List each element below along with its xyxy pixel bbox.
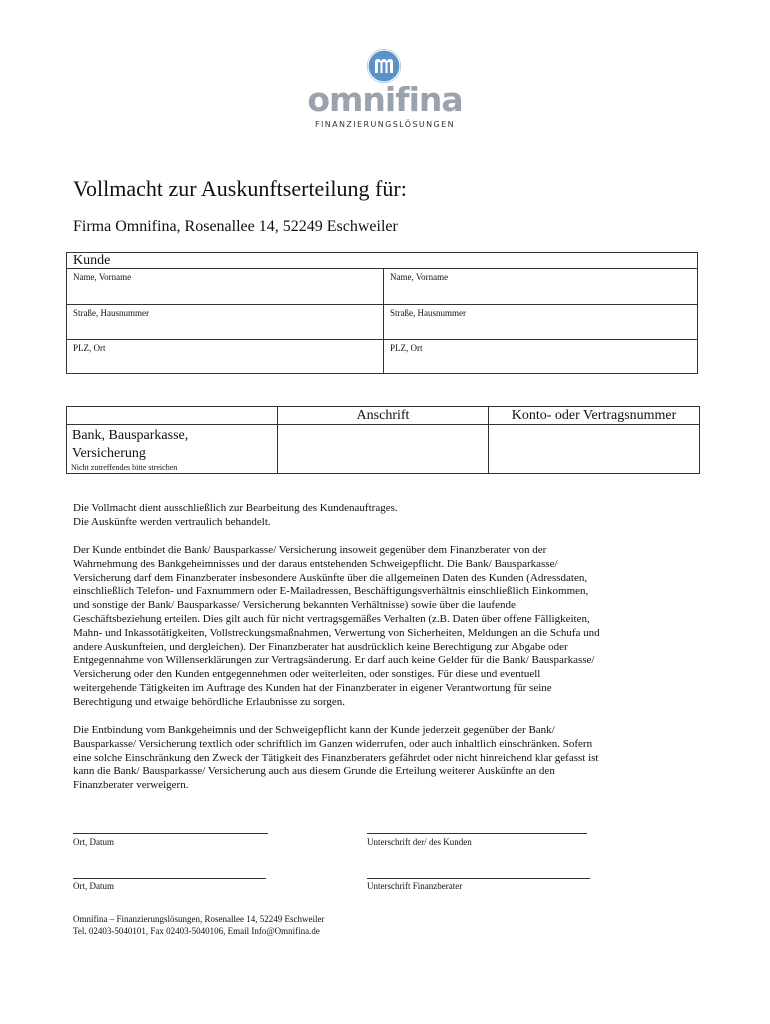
field-label: Name, Vorname bbox=[73, 272, 132, 282]
text-line: andere Auskunfteien, und dergleichen). Der Finanzberater hat ausdrücklich keine Berechtigung zur Abgabe oder bbox=[73, 640, 568, 653]
customer-table-heading: Kunde bbox=[67, 253, 697, 269]
text-line: Der Kunde entbindet die Bank/ Bausparkasse/ Versicherung insoweit gegenüber dem Finanzberater von der bbox=[73, 544, 547, 556]
text-line: Versicherung oder den Kunden entgegennehmen oder weiterleiten, oder sonstiges. Für diese und eventuell bbox=[73, 668, 541, 681]
intro-line: Die Auskünfte werden vertraulich behandelt. bbox=[73, 515, 271, 528]
text-line: eine solche Einschränkung den Zweck der Tätigkeit des Finanzberaters gefährdet oder nicht hinreichend klar gefasst ist bbox=[73, 751, 599, 764]
customer-signature-label: Unterschrift der/ des Kunden bbox=[367, 837, 472, 847]
customer-2-name-field[interactable] bbox=[384, 269, 697, 304]
field-label: Name, Vorname bbox=[390, 272, 449, 282]
logo-wordmark: omnifina bbox=[307, 80, 463, 119]
logo-tagline: FINANZIERUNGSLÖSUNGEN bbox=[315, 120, 455, 129]
signature-line-advisor[interactable] bbox=[367, 878, 590, 879]
revocation-paragraph bbox=[73, 724, 701, 793]
signature-line-customer[interactable] bbox=[367, 833, 587, 834]
footer bbox=[73, 914, 324, 937]
text-line: Finanzberater verweigern. bbox=[73, 779, 189, 792]
field-label: Straße, Hausnummer bbox=[390, 308, 466, 318]
customer-1-name-field[interactable] bbox=[67, 269, 383, 304]
text-line: Entgegennahme von Willenserklärungen zur Vertragsänderung. Er darf auch keine Gelder für die Bank/ Bausparkasse/ bbox=[73, 654, 595, 667]
customer-2-city-field[interactable] bbox=[384, 340, 697, 373]
footer-contact: Tel. 02403-5040101, Fax 02403-5040106, Email Info@Omnifina.de bbox=[73, 925, 320, 936]
account-number-field[interactable] bbox=[489, 425, 700, 474]
text-line: Die Entbindung vom Bankgeheimnis und der Schweigepflicht kann der Kunde jederzeit gegenüber der Bank/ bbox=[73, 724, 555, 736]
text-line: Wahrnehmung des Bankgeheimnisses und der daraus entstehenden Schweigepflicht. Die Bank/ Bausparkasse/ bbox=[73, 557, 558, 570]
customer-1-city-field[interactable] bbox=[67, 340, 383, 373]
bank-label-line2: Versicherung bbox=[72, 446, 146, 461]
field-label: Straße, Hausnummer bbox=[73, 308, 149, 318]
bank-row-label bbox=[67, 425, 278, 474]
column-header-account-number: Konto- oder Vertragsnummer bbox=[489, 407, 700, 425]
bank-table-corner bbox=[67, 407, 278, 425]
bank-label-line1: Bank, Bausparkasse, bbox=[72, 428, 189, 443]
intro-text bbox=[73, 502, 701, 530]
text-line: Geschäftsbeziehung erteilen. Dies gilt auch für nicht vertragsgemäßes Verhalten (z.B. Daten über offene Fälligkeiten, bbox=[73, 612, 590, 625]
bank-address-field[interactable] bbox=[278, 425, 489, 474]
customer-2-street-field[interactable] bbox=[384, 305, 697, 339]
intro-line: Die Vollmacht dient ausschließlich zur Bearbeitung des Kundenauftrages. bbox=[73, 502, 398, 514]
signature-line-place-date-2[interactable] bbox=[73, 878, 266, 879]
column-header-address: Anschrift bbox=[278, 407, 489, 425]
strike-through-note: Nicht zutreffendes bitte streichen bbox=[71, 463, 178, 472]
text-line: Versicherung darf dem Finanzberater insbesondere Auskünfte über die allgemeinen Daten des Kunden (Adressdaten, bbox=[73, 571, 588, 584]
document-title: Vollmacht zur Auskunftserteilung für: bbox=[73, 176, 407, 201]
customer-1-street-field[interactable] bbox=[67, 305, 383, 339]
field-label: PLZ, Ort bbox=[390, 343, 423, 353]
text-line: Bausparkasse/ Versicherung textlich oder schriftlich im Ganzen widerrufen, oder auch inhaltlich einschränken. Sofern bbox=[73, 737, 593, 750]
text-line: und sonstige der Bank/ Bausparkasse/ Versicherung bekannten Verhältnisse) sowie über die laufende bbox=[73, 599, 516, 612]
field-label: PLZ, Ort bbox=[73, 343, 106, 353]
company-line: Firma Omnifina, Rosenallee 14, 52249 Eschweiler bbox=[73, 218, 398, 235]
text-line: Mahn- und Inkassotätigkeiten, Vollstreckungsmaßnahmen, Verwertung von Sicherheiten, Meldungen an die Schufa und bbox=[73, 626, 600, 639]
footer-address: Omnifina – Finanzierungslösungen, Rosenallee 14, 52249 Eschweiler bbox=[73, 914, 325, 924]
customer-table bbox=[66, 252, 698, 374]
omnifina-m-logo-icon bbox=[367, 49, 401, 83]
text-line: kann die Bank/ Bausparkasse/ Versicherung auch aus diesem Grunde die Erteilung weiterer Auskünfte an den bbox=[73, 765, 555, 778]
bank-table bbox=[66, 406, 700, 470]
place-date-label-2: Ort, Datum bbox=[73, 881, 114, 891]
signature-line-place-date-1[interactable] bbox=[73, 833, 268, 834]
text-line: einschließlich Telefon- und Faxnummern oder E-Mailadressen, Beschäftigungsverhältnis einschließlich Einkommen, bbox=[73, 585, 589, 598]
text-line: Berechtigung und etwaige behördliche Erlaubnisse zu sorgen. bbox=[73, 695, 345, 708]
release-paragraph bbox=[73, 544, 701, 710]
place-date-label-1: Ort, Datum bbox=[73, 837, 114, 847]
advisor-signature-label: Unterschrift Finanzberater bbox=[367, 881, 463, 891]
text-line: weitergehende Tätigkeiten im Auftrage des Kunden hat der Finanzberater in eigener Verantwortung für seine bbox=[73, 681, 552, 694]
